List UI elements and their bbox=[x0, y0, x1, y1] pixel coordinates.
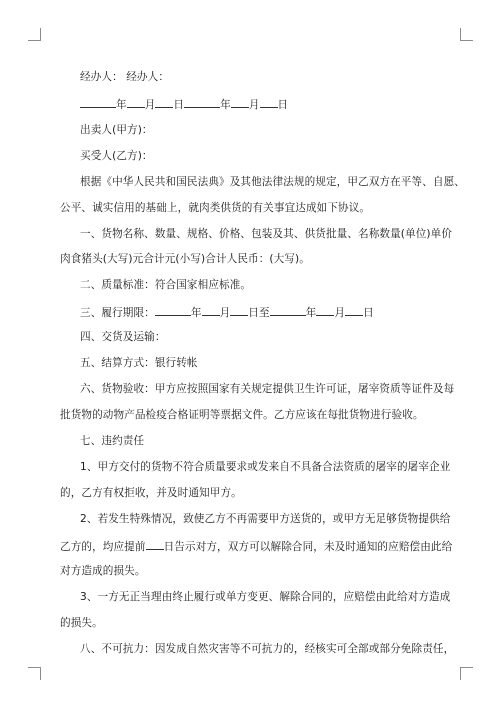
month-label-1: 月 bbox=[144, 99, 156, 111]
blank-term-day-2 bbox=[345, 304, 363, 316]
paragraph-line bbox=[0, 564, 500, 578]
month-label-2: 月 bbox=[248, 99, 260, 111]
paragraph-line bbox=[0, 278, 500, 292]
blank-month-2 bbox=[231, 96, 249, 108]
day-label-2: 日 bbox=[277, 99, 289, 111]
blank-year-1 bbox=[80, 96, 116, 108]
clause-7-3-text-1: 3、一方无正当理由终止履行或单方变更、解除合同的，应赔偿由此给对方造成 bbox=[80, 591, 451, 603]
blank-term-year-2 bbox=[270, 304, 306, 316]
clause-7-2-text-2b: 日告示对方，双方可以解除合同，未及时通知的应赔偿由此给 bbox=[163, 541, 453, 553]
paragraph-line bbox=[0, 382, 500, 396]
paragraph-line bbox=[0, 512, 500, 526]
blank-term-month-1 bbox=[202, 304, 220, 316]
clause-7-1-text-2: 的，乙方有权拒收，并及时通知甲方。 bbox=[60, 487, 242, 499]
paragraph-line bbox=[0, 616, 500, 630]
paragraph-line bbox=[0, 330, 500, 344]
blank-day-1 bbox=[155, 96, 173, 108]
paragraph-line bbox=[0, 227, 500, 241]
blank-year-2 bbox=[184, 96, 220, 108]
paragraph-line bbox=[0, 460, 500, 474]
agent-label: 经办人： 经办人： bbox=[80, 71, 170, 83]
term-year-label-2: 年 bbox=[305, 307, 317, 319]
term-day-to-label: 日至 bbox=[248, 307, 270, 319]
clause-6-text-2: 批货物的动物产品检疫合格证明等票据文件。乙方应该在每批货物进行验收。 bbox=[60, 409, 424, 421]
clause-1-text-2: 肉食猪头(大写)元合计元(小写)合计人民币：(大写)。 bbox=[60, 253, 310, 265]
paragraph-line bbox=[0, 590, 500, 604]
paragraph-line bbox=[0, 538, 500, 554]
blank-day-2 bbox=[260, 96, 278, 108]
paragraph-line bbox=[0, 642, 500, 656]
seller-label: 出卖人(甲方)： bbox=[80, 124, 153, 136]
year-label-1: 年 bbox=[116, 99, 127, 111]
crop-mark-top-left bbox=[28, 28, 41, 41]
crop-mark-bottom-right bbox=[460, 667, 473, 680]
term-month-label-2: 月 bbox=[334, 307, 346, 319]
year-label-2: 年 bbox=[220, 99, 231, 111]
term-month-label-1: 月 bbox=[219, 307, 231, 319]
agent-line bbox=[0, 70, 500, 84]
clause-4-text: 四、交货及运输： bbox=[80, 331, 166, 343]
clause-7-2-text-3: 对方造成的损失。 bbox=[60, 565, 146, 577]
blank-notice-days bbox=[146, 538, 164, 550]
term-line bbox=[0, 304, 500, 320]
clause-7-heading: 七、违约责任 bbox=[80, 435, 145, 447]
date-line bbox=[0, 96, 500, 112]
paragraph-line bbox=[0, 175, 500, 189]
buyer-label: 买受人(乙方)： bbox=[80, 150, 153, 162]
paragraph-line bbox=[0, 408, 500, 422]
clause-2-text: 二、质量标准：符合国家相应标准。 bbox=[80, 279, 252, 291]
term-year-label-1: 年 bbox=[190, 307, 202, 319]
buyer-line bbox=[0, 149, 500, 163]
paragraph-line bbox=[0, 486, 500, 500]
blank-term-month-2 bbox=[316, 304, 334, 316]
preamble-text-2: 公平、诚实信用的基础上，就肉类供货的有关事宜达成如下协议。 bbox=[60, 202, 371, 214]
crop-mark-top-right bbox=[460, 28, 473, 41]
paragraph-line bbox=[0, 201, 500, 215]
blank-month-1 bbox=[127, 96, 145, 108]
clause-6-text-1: 六、货物验收：甲方应按照国家有关规定提供卫生许可证，屠宰资质等证件及每 bbox=[80, 383, 455, 395]
paragraph-line bbox=[0, 434, 500, 448]
clause-7-2-text-1: 2、若发生特殊情况，致使乙方不再需要甲方送货的，或甲方无足够货物提供给 bbox=[80, 513, 451, 525]
term-label: 三、履行期限： bbox=[80, 307, 155, 319]
seller-line bbox=[0, 123, 500, 137]
blank-term-day-1 bbox=[230, 304, 248, 316]
crop-mark-bottom-left bbox=[28, 667, 41, 680]
preamble-text-1: 根据《中华人民共和国民法典》及其他法律法规的规定，甲乙双方在平等、自愿、 bbox=[80, 176, 465, 188]
clause-7-3-text-2: 的损失。 bbox=[60, 617, 103, 629]
clause-1-text-1: 一、货物名称、数量、规格、价格、包装及其、供货批量、名称数量(单位)单价 bbox=[80, 228, 453, 240]
term-day-label-2: 日 bbox=[363, 307, 374, 319]
clause-7-2-text-2a: 乙方的，均应提前 bbox=[60, 541, 146, 553]
paragraph-line bbox=[0, 252, 500, 266]
day-label-1: 日 bbox=[173, 99, 185, 111]
clause-8-text: 八、不可抗力：因发成自然灾害等不可抗力的，经核实可全部或部分免除责任， bbox=[80, 643, 455, 655]
clause-7-1-text-1: 1、甲方交付的货物不符合质量要求或发来自不具备合法资质的屠宰的屠宰企业 bbox=[80, 461, 451, 473]
paragraph-line bbox=[0, 356, 500, 370]
blank-term-year-1 bbox=[155, 304, 191, 316]
clause-5-text: 五、结算方式：银行转帐 bbox=[80, 357, 198, 369]
